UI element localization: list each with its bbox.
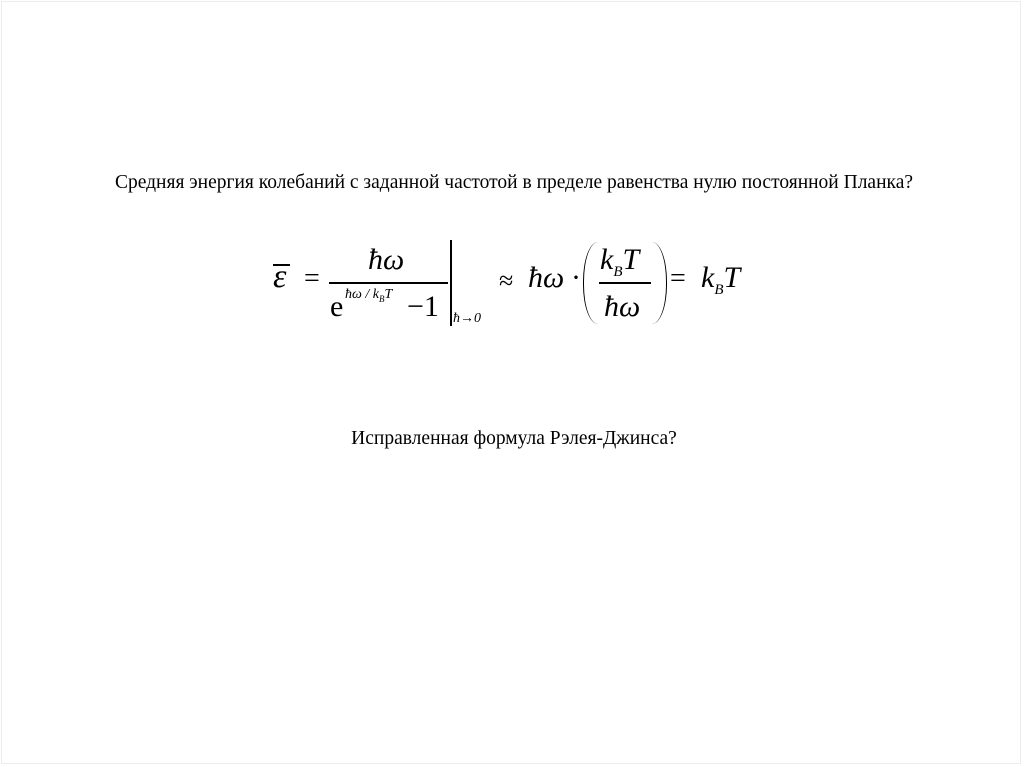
- approx-sign: ≈: [499, 266, 514, 295]
- inner-numerator: $k_BT$: [600, 243, 640, 280]
- question-average-energy: Средняя энергия колебаний с заданной частотой в пределе равенства нулю постоянной Планка?: [114, 172, 914, 193]
- result-kbt: $k_BT$: [701, 261, 741, 298]
- inner-fraction-line: [599, 282, 651, 284]
- evaluation-bar: [450, 240, 452, 326]
- epsilon-symbol: ε: [273, 258, 287, 295]
- equals-sign-2: =: [670, 263, 686, 294]
- right-parenthesis: [652, 242, 667, 324]
- limit-hbar-to-zero: ħ→0: [453, 311, 481, 326]
- fraction-line: [329, 282, 448, 284]
- denominator-e: e: [330, 290, 344, 323]
- numerator-hbar-omega: ħω: [368, 243, 405, 276]
- slide: [1, 1, 1021, 764]
- hbar-omega: ħω: [528, 261, 565, 294]
- multiplication-dot: ·: [571, 261, 581, 294]
- exponent: ħω / $k_BT$: [345, 287, 393, 304]
- minus-one: −1: [407, 290, 439, 323]
- equals-sign: =: [304, 263, 320, 294]
- left-parenthesis: [583, 242, 598, 324]
- question-corrected-rayleigh-jeans: Исправленная формула Рэлея-Джинса?: [351, 428, 677, 449]
- formula-average-energy: [267, 238, 767, 338]
- inner-denominator: ħω: [604, 290, 641, 323]
